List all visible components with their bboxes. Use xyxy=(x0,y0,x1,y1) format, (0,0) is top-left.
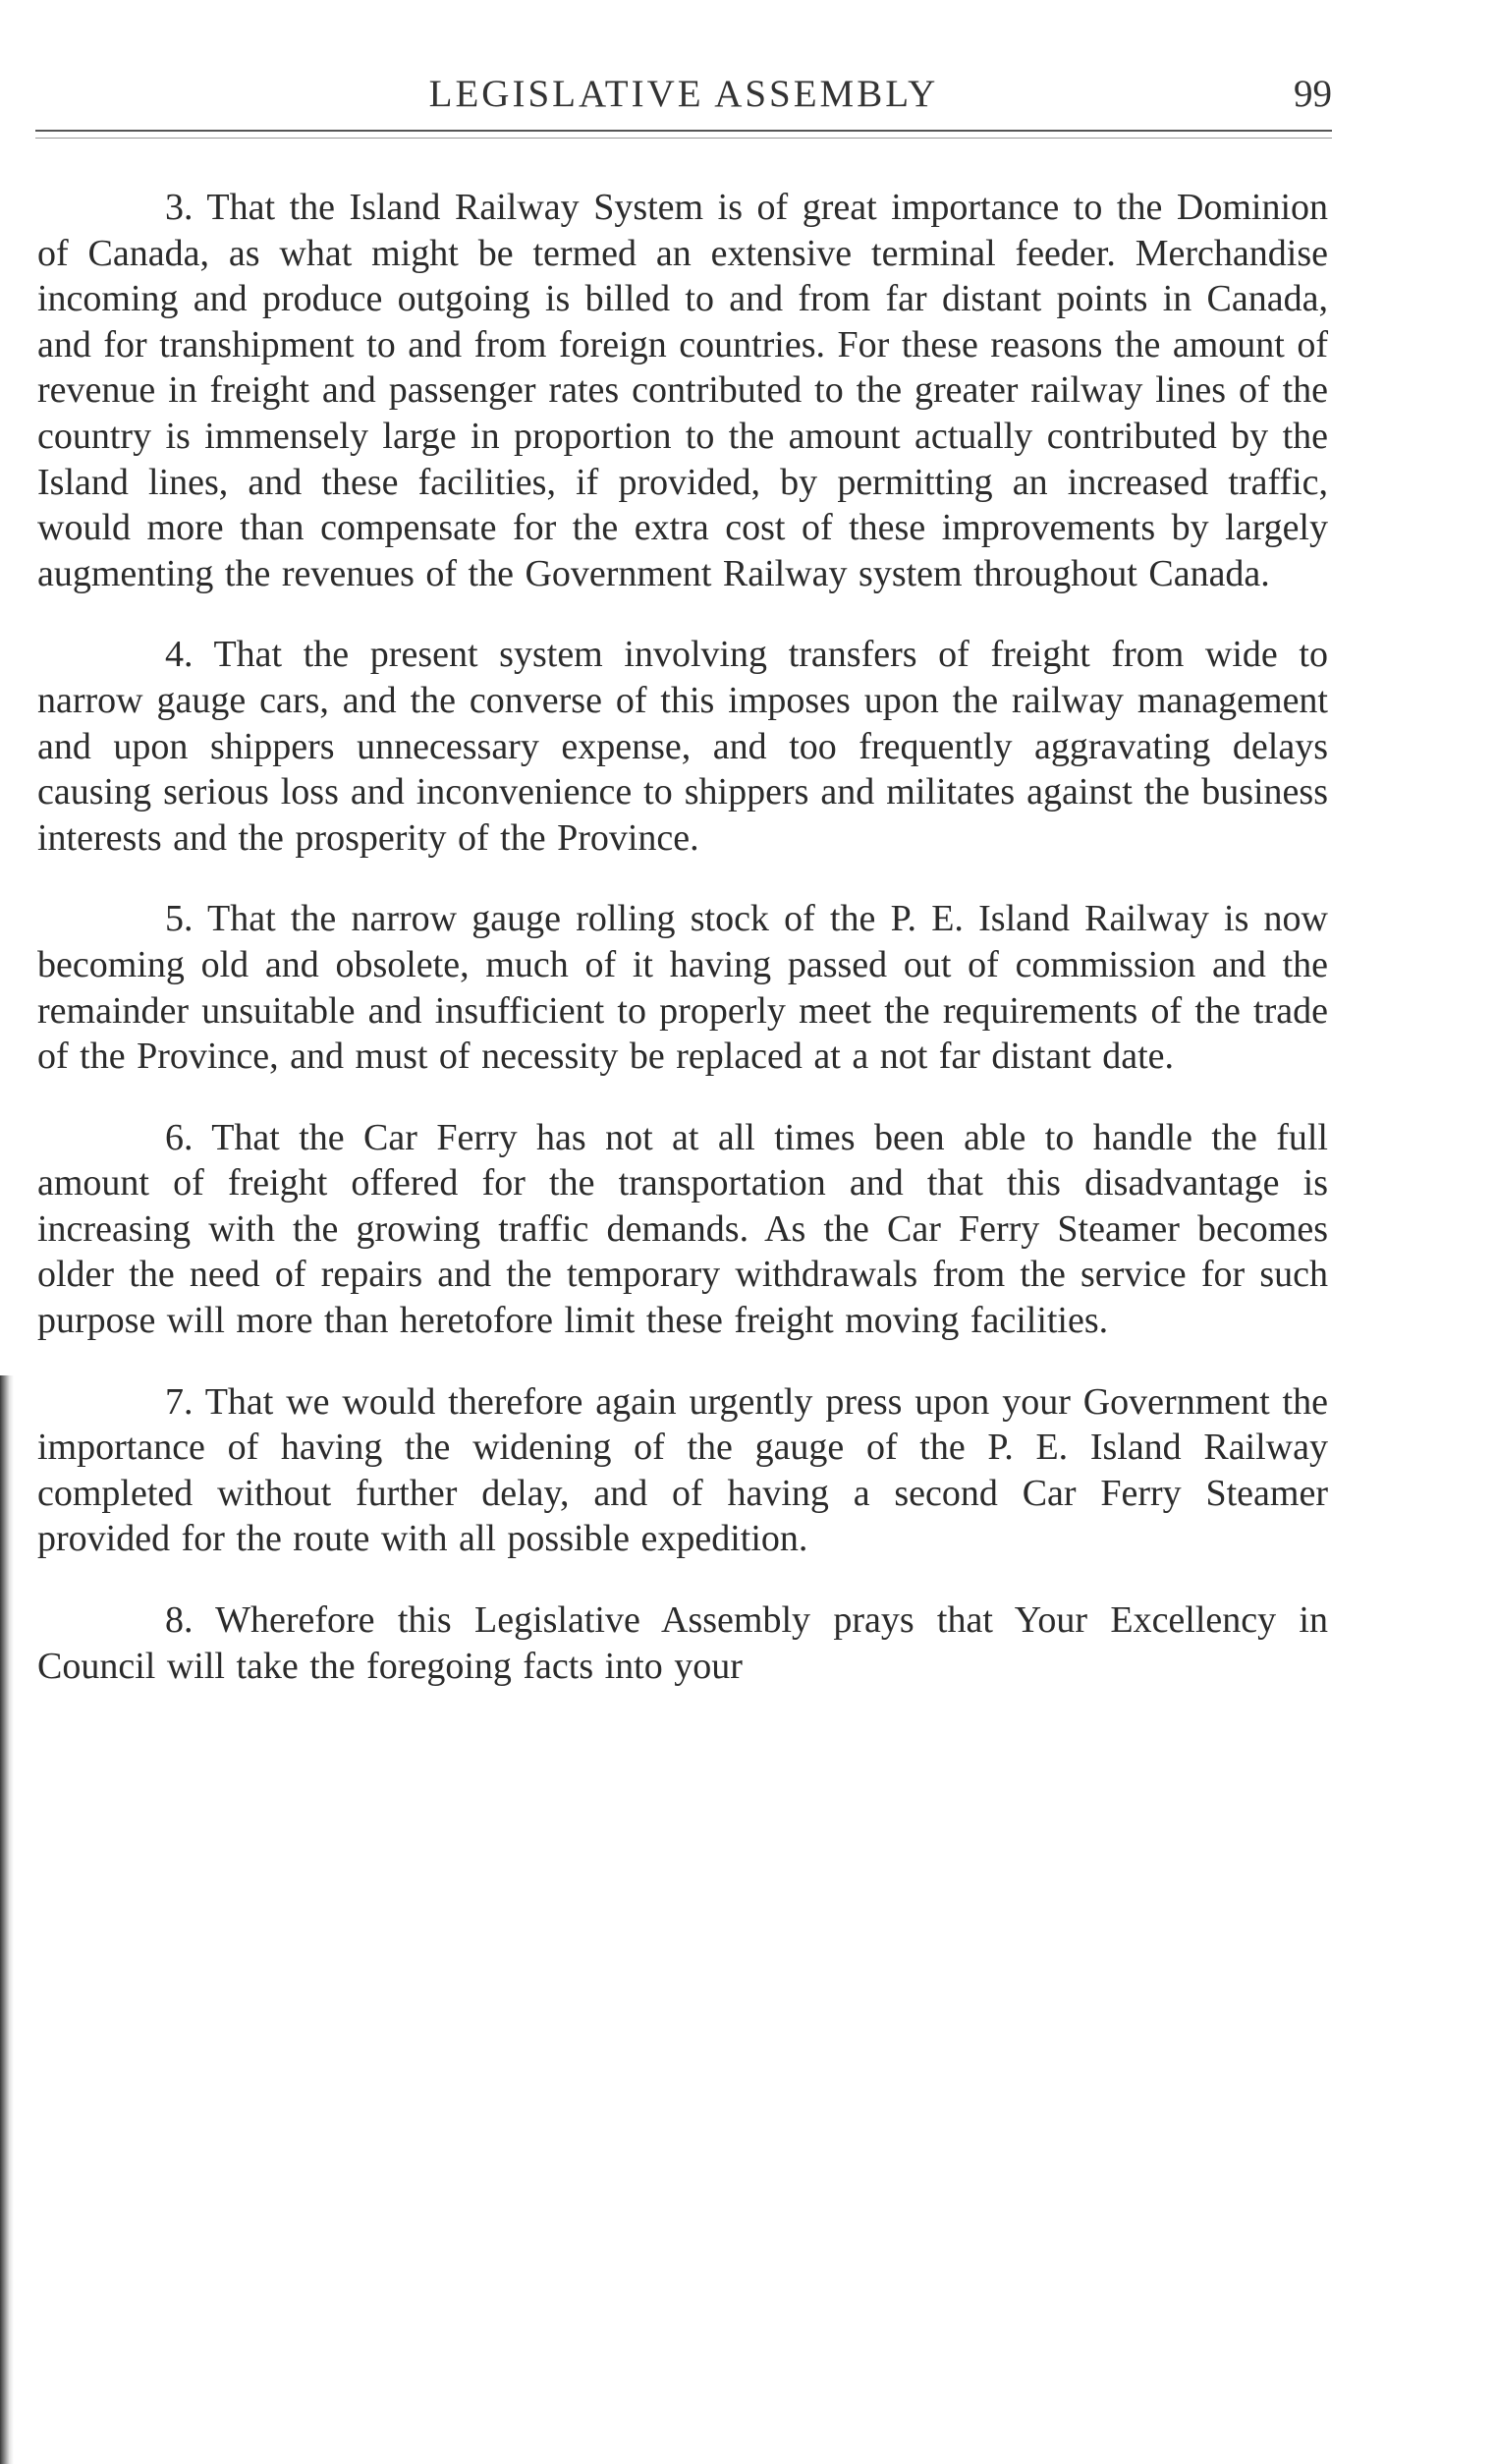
paragraph-3: 3. That the Island Railway System is of great importance to the Dominion of Canada, as what might be termed an extensive terminal feeder. Merchandise incoming and produce outgoing is billed to and from far distant points in Canada, and for transhipment to and from foreign countries. For these reasons the amount of revenue in freight and passenger rates contributed to the greater railway lines of the country is immensely large in proportion to the amount actually contributed by the Island lines, and these facilities, if provided, by permitting an increased traffic, would more than compensate for the extra cost of these improvements by largely augmenting the revenues of the Government Railway system throughout Canada. xyxy=(37,187,1328,594)
paragraph-8: 8. Wherefore this Legislative Assembly prays that Your Excellency in Council will take the foregoing facts into your xyxy=(37,1599,1328,1687)
paragraph-4: 4. That the present system involving transfers of freight from wide to narrow gauge cars, and the converse of this imposes upon the railway management and upon shippers unnecessary expense, and too frequently aggravating delays causing serious loss and inconvenience to shippers and militates against the business interests and the prosperity of the Province. xyxy=(37,634,1328,859)
header-rule-secondary xyxy=(35,138,1332,139)
header-rule xyxy=(35,130,1332,132)
body-text xyxy=(37,185,1328,1724)
page-edge-shadow xyxy=(0,1375,14,2464)
paragraph-7: 7. That we would therefore again urgently press upon your Government the importance of having the widening of the gauge of the P. E. Island Railway completed without further delay, and of having a second Car Ferry Steamer provided for the route with all possible expedition. xyxy=(37,1380,1328,1560)
paragraph-5: 5. That the narrow gauge rolling stock of the P. E. Island Railway is now becoming old and obsolete, much of it having passed out of commission and the remainder unsuitable and insufficient to properly meet the requirements of the trade of the Province, and must of necessity be replaced at a not far distant date. xyxy=(37,898,1328,1078)
paragraph-6: 6. That the Car Ferry has not at all times been able to handle the full amount of freight offered for the transportation and that this disadvantage is increasing with the growing traffic demands. As the Car Ferry Steamer becomes older the need of repairs and the temporary withdrawals from the service for such purpose will more than heretofore limit these freight moving facilities. xyxy=(37,1116,1328,1342)
running-title: LEGISLATIVE ASSEMBLY xyxy=(428,73,939,115)
page-number: 99 xyxy=(1294,73,1332,115)
running-head xyxy=(35,65,1332,124)
